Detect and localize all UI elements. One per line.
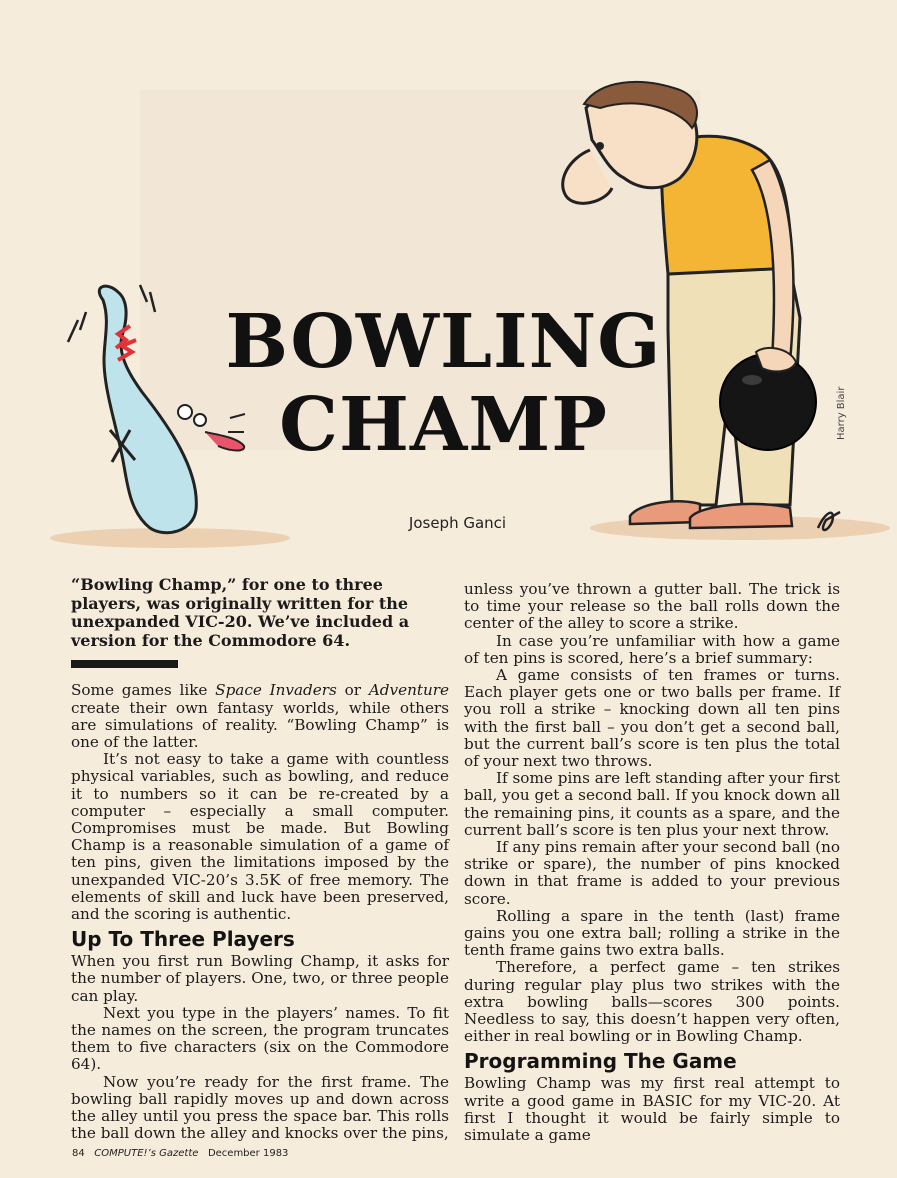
section-heading-players: Up To Three Players [71,927,295,952]
paragraph: Bowling Champ was my first real attempt to write a good game in BASIC for my VIC-20. At first I thought it would be fairly simple to simulate a game [464,1074,840,1145]
paragraph: If any pins remain after your second ball (no strike or spare), the number of pins knocked down in that frame is added to your previous score. [464,838,840,908]
magazine-name: COMPUTE!’s Gazette [94,1148,199,1159]
paragraph: Rolling a spare in the tenth (last) frame gains you one extra ball; rolling a strike in the tenth frame gains two extra balls. [464,906,840,960]
deck-rule [71,660,178,668]
section-heading-programming: Programming The Game [464,1049,737,1074]
text-run: create their own fantasy worlds, while others are simulations of reality. “Bowling Champ” is one of the latter. [71,698,449,751]
page-number: 84 [72,1148,85,1159]
page-footer [72,1148,288,1159]
right-column [464,581,840,1144]
paragraph: A game consists of ten frames or turns. Each player gets one or two balls per frame. If you roll a strike – knocking down all ten pins with the first ball – you don’t get a second ball, but the current ball’s score is ten plus the total of your next two throws. [464,666,840,771]
author-byline: Joseph Ganci [408,514,507,532]
issue-date: December 1983 [207,1148,289,1159]
paragraph: If some pins are left standing after your first ball, you get a second ball. If you knock down all the remaining pins, it counts as a spare, and the current ball’s score is ten plus your next throw. [464,769,840,839]
paragraph: In case you’re unfamiliar with how a game of ten pins is scored, here’s a brief summary: [464,631,840,667]
paragraph: When you first run Bowling Champ, it asks for the number of players. One, two, or three people can play. [71,952,449,1005]
paragraph: Therefore, a perfect game – ten strikes during regular play plus two strikes with the extra bowling balls—scores 300 points. Needless to say, this doesn’t happen very often, either in real bowling or in Bowling Champ. [464,958,840,1046]
illustration-area [0,0,897,560]
paragraph: unless you’ve thrown a gutter ball. The trick is to time your release so the ball rolls down the center of the alley to score a strike. [464,580,840,633]
paragraph: It’s not easy to take a game with countless physical variables, such as bowling, and reduce it to numbers so it can be re-created by a computer – especially a small computer. Compromises must be made. But Bowling Champ is a reasonable simulation of a game of ten pins, given the limitations imposed by the unexpanded VIC-20’s 3.5K of free memory. The elements of skill and luck have been preserved, and the scoring is authentic. [71,750,449,924]
artist-credit: Harry Blair [836,386,847,440]
text-run: or [336,681,369,700]
article-title-line-2: CHAMP [279,382,608,468]
article-title-line-1: BOWLING [225,299,662,385]
game-title-space-invaders: Space Invaders [215,681,337,700]
bowler-eye [596,142,604,150]
left-column [71,576,449,1142]
text-run: Some games like [71,681,216,700]
article-deck: “Bowling Champ,” for one to three players, was originally written for the unexpanded VIC-20. We’ve included a version for the Commodore 64. [71,575,410,650]
paragraph: Now you’re ready for the first frame. The bowling ball rapidly moves up and down across the alley until you press the space bar. This rolls the ball down the alley and knocks over the pins, [71,1072,449,1143]
cartoon-illustration [0,0,897,560]
game-title-adventure: Adventure [368,681,449,700]
paragraph [71,682,449,751]
paragraph: Next you type in the players’ names. To fit the names on the screen, the program truncates them to five characters (six on the Commodore 64). [71,1003,449,1074]
